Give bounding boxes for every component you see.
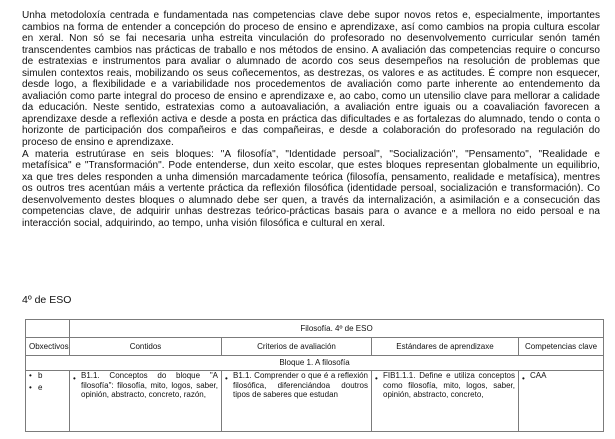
block-label: Bloque 1. A filosofía [26,356,604,371]
cell-criteria [222,371,372,432]
standards-text: FIB1.1.1. Define e utiliza conceptos como filosofía, mito, logos, saber, opinión, abstracto, concreto, [383,371,515,399]
bullet-icon: • [522,374,525,383]
cell-contents [70,371,222,432]
header-criteria: Criterios de avaliación [222,338,372,356]
cell-standards [372,371,519,432]
bullet-icon: • [375,374,378,383]
table-corner-cell [26,320,70,338]
objective-item: • b [29,371,66,381]
competences-text: CAA [530,371,547,380]
cell-competences [519,371,604,432]
header-objectives: Obxectivos [26,338,70,356]
header-contents: Contidos [70,338,222,356]
header-competences: Competencias clave [519,338,604,356]
criteria-text: B1.1. Comprender o que é a reflexión filosófica, diferenciándoa doutros tipos de saberes que estudan [233,371,368,399]
table-row [26,371,604,432]
table-title: Filosofía. 4º de ESO [70,320,604,338]
contents-text: B1.1. Conceptos do bloque "A filosofía": filosofía, mito, logos, saber, opinión, abstracto, concreto, razón, [81,371,218,399]
table-block-row [26,356,604,371]
section-heading: 4º de ESO [22,294,72,306]
cell-objectives [26,371,70,432]
bullet-icon: • [225,374,228,383]
objective-item: • e [29,383,66,393]
paragraph-methodology: Unha metodoloxía centrada e fundamentada nas competencias clave debe supor novos retos e, especialmente, importantes cambios na forma de entender a concepción do proceso de ensino e aprendizaxe, así como cambios na propia cultura escolar en xeral. Non só se fai necesaria unha estreita vinculación do profesorado no desenvolvemento curricular senón tamén transcendentes cambios nas prácticas de traballo e nos métodos de ensino. A avaliación das competencias require o concurso de estratexias e instrumentos para avaliar o alumnado de acordo cos seus desempeños na resolución de problemas que simulen contextos reais, mobilizando os seus coñecementos, as destrezas, os valores e as actitudes. É compre non esquecer, desde logo, a flexibilidade e a variabilidade nos procedementos de avaliación como parte inherente ao entendemento da avaliación como parte integral do proceso de ensino e aprendizaxe e, ao cabo, como un utensilio clave para mellorar a calidade da educación. Neste sentido, estratexias como a autoavaliación, a avaliación entre iguais ou a coavaliación favorecen a aprendizaxe desde a reflexión activa e desde a posta en práctica das dificultades e as fortalezas do alumnado, tendo o conta o horizonte de participación dos compañeiros e das compañeiras, e desde a colaboración do profesorado na regulación do proceso de ensino e aprendizaxe. [22,10,600,149]
table-title-row [26,320,604,338]
bullet-icon: • [73,374,76,383]
objectives-list [29,371,66,392]
paragraph-structure: A materia estrutúrase en seis bloques: "A filosofía", "Identidade persoal", "Socialización", "Pensamento", "Realidade e metafísica" e "Transformación". Pode entenderse, dun xeito escolar, que estes bloques representan globalmente un equilibrio, xa que tres deles responden a unha dimensión marcadamente teórica (filosofía, pensamento, realidade e metafísica), mentres os outros tres acentúan máis a vertente práctica da reflexión filosófica (identidade persoal, socialización e transformación). Co desenvolvemento destes bloques o alumnado debe ser quen, a través da internalización, a asimilación e a consecución das competencias clave, de adquirir unhas destrezas teórico-prácticas basais para o avance e a mellora no eido persoal e na interacción social, adquirindo, ao tempo, unha visión filosófica e cultural en xeral. [22,148,600,229]
curriculum-table [25,319,604,432]
table-header-row [26,338,604,356]
header-standards: Estándares de aprendizaxe [372,338,519,356]
body-text [22,10,600,229]
